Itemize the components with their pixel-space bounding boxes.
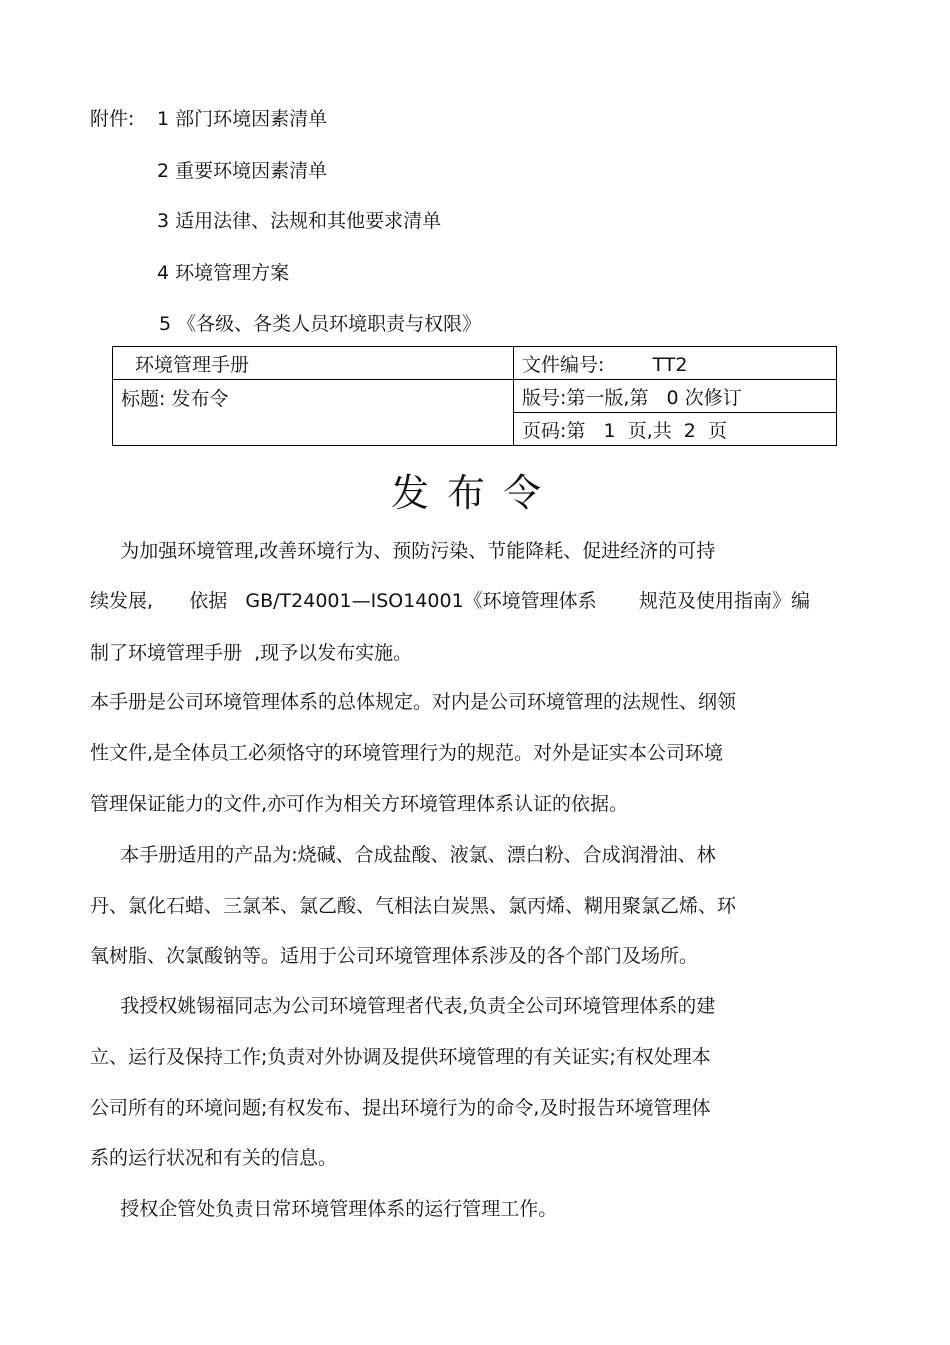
attachment-item-4: 4 环境管理方案 xyxy=(157,262,290,284)
body-line: 我授权姚锡福同志为公司环境管理者代表,负责全公司环境管理体系的建 xyxy=(90,995,716,1017)
document-header-table xyxy=(112,346,837,446)
document-title: 发布令 xyxy=(390,471,559,515)
doc-number-label: 文件编号: xyxy=(522,353,605,376)
attachment-item-3: 3 适用法律、法规和其他要求清单 xyxy=(157,210,442,232)
body-line: 管理保证能力的文件,亦可作为相关方环境管理体系认证的依据。 xyxy=(90,793,629,815)
attachment-item-2: 2 重要环境因素清单 xyxy=(157,160,328,182)
attachments-label: 附件: xyxy=(90,108,135,130)
attachment-item-5: 5 《各级、各类人员环境职责与权限》 xyxy=(159,313,482,335)
body-line: 为加强环境管理,改善环境行为、预防污染、节能降耗、促进经济的可持 xyxy=(90,540,716,562)
title-value: 发布令 xyxy=(171,388,229,410)
body-line: 丹、氯化石蜡、三氯苯、氯乙酸、气相法白炭黑、氯丙烯、糊用聚氯乙烯、环 xyxy=(90,895,737,917)
body-line: 系的运行状况和有关的信息。 xyxy=(90,1147,338,1169)
page-text: 页码:第 1 页,共 2 页 xyxy=(522,419,727,442)
body-line: 续发展, 依据 GB/T24001—ISO14001《环境管理体系 规范及使用指南》编 xyxy=(90,590,810,612)
manual-name: 环境管理手册 xyxy=(135,353,250,376)
body-line: 本手册适用的产品为:烧碱、合成盐酸、液氯、漂白粉、合成润滑油、林 xyxy=(90,844,716,866)
body-line: 公司所有的环境问题;有权发布、提出环境行为的命令,及时报告环境管理体 xyxy=(90,1097,711,1119)
title-cell xyxy=(113,380,514,446)
body-line: 立、运行及保持工作;负责对外协调及提供环境管理的有关证实;有权处理本 xyxy=(90,1046,711,1068)
doc-number-value: TT2 xyxy=(652,353,688,376)
page-cell xyxy=(514,413,837,446)
manual-name-cell xyxy=(113,347,514,380)
version-text: 版号:第一版,第 0 次修订 xyxy=(522,386,742,409)
attachment-item-1: 1 部门环境因素清单 xyxy=(157,108,328,130)
body-line: 本手册是公司环境管理体系的总体规定。对内是公司环境管理的法规性、纲领 xyxy=(90,691,737,713)
body-line: 授权企管处负责日常环境管理体系的运行管理工作。 xyxy=(90,1198,558,1220)
body-line: 性文件,是全体员工必须恪守的环境管理行为的规范。对外是证实本公司环境 xyxy=(90,742,724,764)
body-line: 氧树脂、次氯酸钠等。适用于公司环境管理体系涉及的各个部门及场所。 xyxy=(90,945,699,967)
doc-number-cell xyxy=(514,347,837,380)
version-cell xyxy=(514,380,837,413)
title-label: 标题: xyxy=(121,388,166,410)
body-line: 制了环境管理手册 ,现予以发布实施。 xyxy=(90,642,413,664)
